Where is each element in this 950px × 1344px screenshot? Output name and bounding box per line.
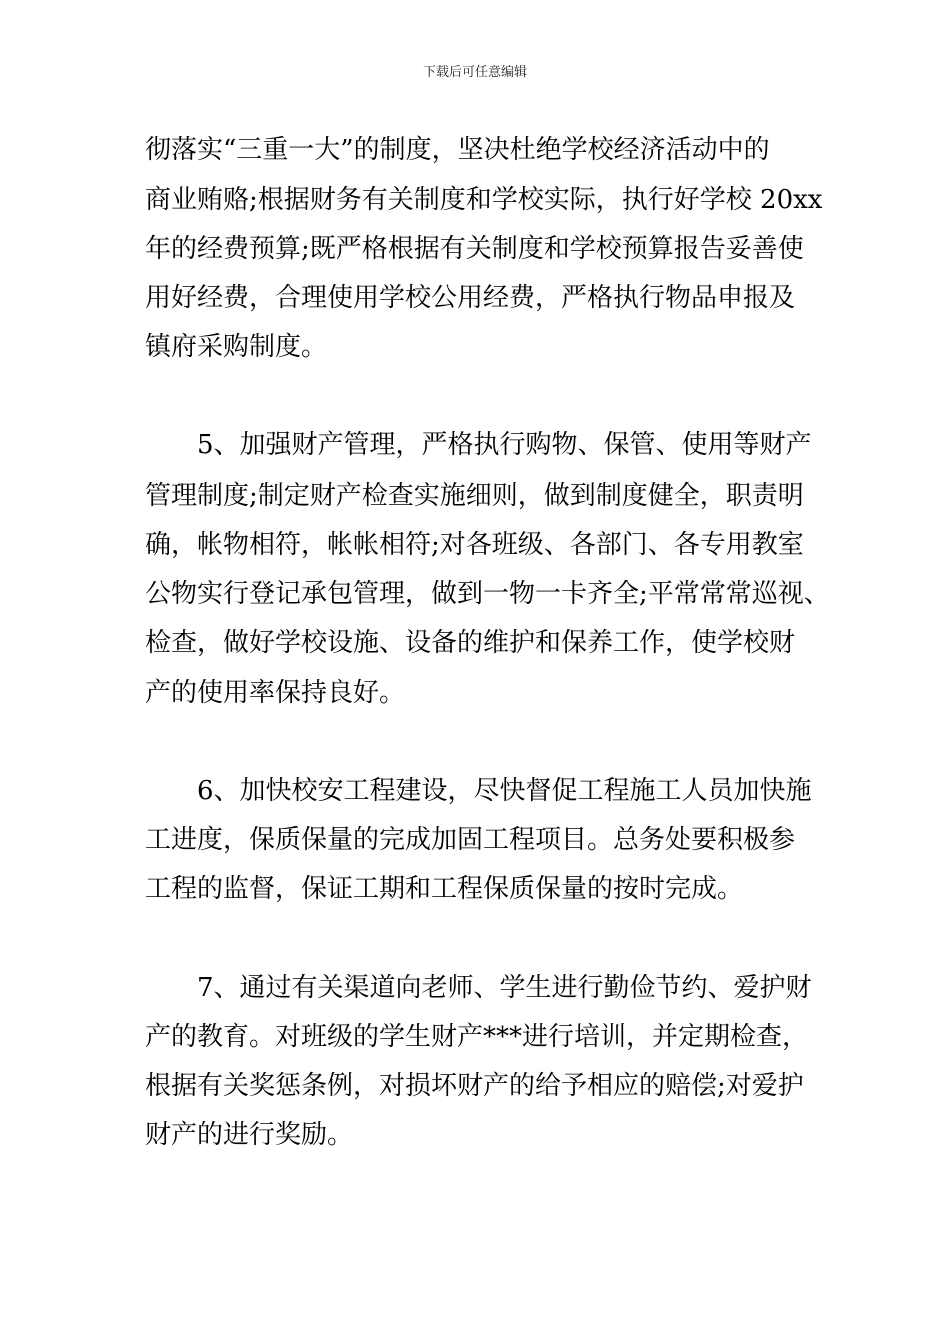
text-line: 6、加快校安工程建设，尽快督促工程施工人员加快施 bbox=[197, 776, 812, 806]
text-line: 确，帐物相符，帐帐相符;对各班级、各部门、各专用教室 bbox=[145, 530, 804, 560]
text-line: 检查，做好学校设施、设备的维护和保养工作，使学校财 bbox=[145, 628, 796, 658]
text-line: 镇府采购制度。 bbox=[145, 332, 328, 362]
text-line: 7、通过有关渠道向老师、学生进行勤俭节约、爱护财 bbox=[197, 973, 812, 1003]
text-line: 年的经费预算;既严格根据有关制度和学校预算报告妥善使 bbox=[145, 234, 804, 264]
text-line: 根据有关奖惩条例，对损坏财产的给予相应的赔偿;对爱护 bbox=[145, 1071, 804, 1101]
text-line: 工进度，保质保量的完成加固工程项目。总务处要积极参 bbox=[145, 825, 796, 855]
text-line: 彻落实“三重一大”的制度，坚决杜绝学校经济活动中的 bbox=[145, 135, 770, 165]
text-line: 工程的监督，保证工期和工程保质保量的按时完成。 bbox=[145, 874, 744, 904]
text-line: 产的使用率保持良好。 bbox=[145, 678, 406, 708]
text-line: 公物实行登记承包管理，做到一物一卡齐全;平常常常巡视、 bbox=[145, 579, 830, 609]
text-line: 管理制度;制定财产检查实施细则，做到制度健全，职责明 bbox=[145, 481, 804, 511]
text-line: 财产的进行奖励。 bbox=[145, 1120, 354, 1150]
text-line: 商业贿赂;根据财务有关制度和学校实际，执行好学校 20xx bbox=[145, 185, 823, 215]
text-line: 用好经费，合理使用学校公用经费，严格执行物品申报及 bbox=[145, 283, 796, 313]
text-line: 产的教育。对班级的学生财产***进行培训，并定期检查， bbox=[145, 1022, 809, 1052]
page-header: 下载后可任意编辑 bbox=[422, 65, 527, 80]
text-line: 5、加强财产管理，严格执行购物、保管、使用等财产 bbox=[197, 430, 812, 460]
